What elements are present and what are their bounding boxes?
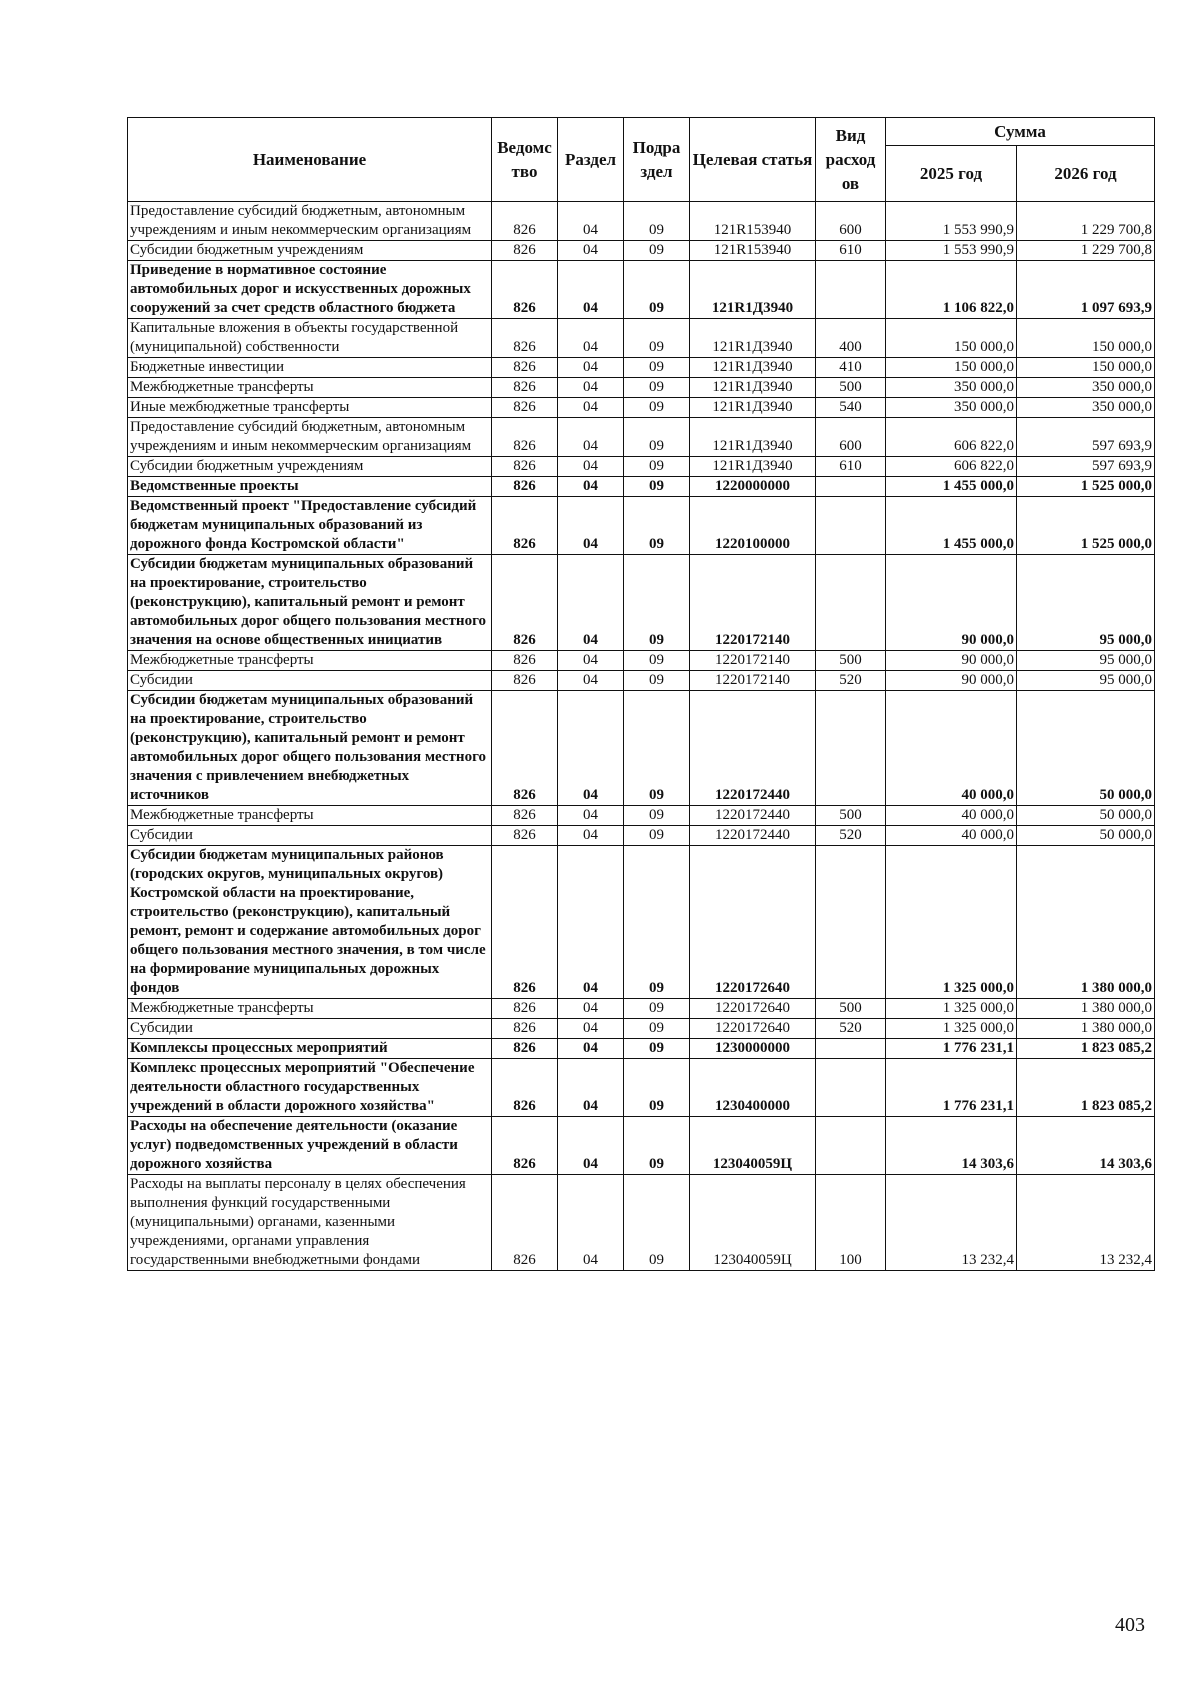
row-sum-2025: 150 000,0 (886, 319, 1017, 358)
row-subsection: 09 (624, 1059, 690, 1117)
table-row (128, 319, 1155, 358)
row-department: 826 (492, 1059, 558, 1117)
row-expense-type: 600 (816, 418, 886, 457)
row-name: Субсидии бюджетам муниципальных образований на проектирование, строительство (реконструкцию), капитальный ремонт и ремонт автомобильных дорог общего пользования местного значения с привлечением внебюджетных источников (128, 691, 492, 806)
table-row (128, 202, 1155, 241)
row-sum-2026: 1 525 000,0 (1017, 477, 1155, 497)
row-target: 1220172140 (690, 651, 816, 671)
row-subsection: 09 (624, 826, 690, 846)
row-subsection: 09 (624, 418, 690, 457)
row-sum-2025: 90 000,0 (886, 651, 1017, 671)
row-subsection: 09 (624, 1019, 690, 1039)
row-target: 121R1Д3940 (690, 457, 816, 477)
row-department: 826 (492, 398, 558, 418)
row-section: 04 (558, 826, 624, 846)
row-expense-type (816, 261, 886, 319)
row-sum-2025: 90 000,0 (886, 555, 1017, 651)
table-row (128, 671, 1155, 691)
row-section: 04 (558, 202, 624, 241)
row-sum-2026: 14 303,6 (1017, 1117, 1155, 1175)
row-subsection: 09 (624, 671, 690, 691)
row-section: 04 (558, 398, 624, 418)
row-expense-type: 500 (816, 378, 886, 398)
row-department: 826 (492, 457, 558, 477)
row-target: 1220172640 (690, 999, 816, 1019)
row-name: Межбюджетные трансферты (128, 999, 492, 1019)
row-subsection: 09 (624, 398, 690, 418)
row-section: 04 (558, 418, 624, 457)
row-sum-2026: 150 000,0 (1017, 319, 1155, 358)
row-sum-2026: 13 232,4 (1017, 1175, 1155, 1271)
header-subsection: Подра здел (624, 118, 690, 202)
table-row (128, 691, 1155, 806)
row-target: 121R1Д3940 (690, 358, 816, 378)
row-target: 1220000000 (690, 477, 816, 497)
row-department: 826 (492, 418, 558, 457)
table-row (128, 418, 1155, 457)
row-name: Предоставление субсидий бюджетным, автономным учреждениям и иным некоммерческим организациям (128, 202, 492, 241)
row-sum-2025: 90 000,0 (886, 671, 1017, 691)
row-expense-type (816, 1039, 886, 1059)
row-name: Субсидии бюджетным учреждениям (128, 241, 492, 261)
table-body (128, 202, 1155, 1271)
row-subsection: 09 (624, 241, 690, 261)
row-target: 123040059Ц (690, 1175, 816, 1271)
row-target: 121R1Д3940 (690, 261, 816, 319)
row-target: 121R1Д3940 (690, 319, 816, 358)
header-target: Целевая статья (690, 118, 816, 202)
row-target: 121R1Д3940 (690, 418, 816, 457)
row-name: Бюджетные инвестиции (128, 358, 492, 378)
row-sum-2026: 95 000,0 (1017, 651, 1155, 671)
row-subsection: 09 (624, 1117, 690, 1175)
row-sum-2025: 606 822,0 (886, 418, 1017, 457)
table-row (128, 651, 1155, 671)
row-section: 04 (558, 1019, 624, 1039)
row-sum-2026: 50 000,0 (1017, 826, 1155, 846)
row-subsection: 09 (624, 555, 690, 651)
row-department: 826 (492, 999, 558, 1019)
row-section: 04 (558, 651, 624, 671)
row-sum-2025: 1 455 000,0 (886, 497, 1017, 555)
page-number: 403 (1115, 1614, 1145, 1636)
table-row (128, 457, 1155, 477)
row-target: 1220172140 (690, 555, 816, 651)
row-subsection: 09 (624, 261, 690, 319)
row-name: Капитальные вложения в объекты государственной (муниципальной) собственности (128, 319, 492, 358)
row-target: 121R153940 (690, 241, 816, 261)
row-expense-type (816, 1059, 886, 1117)
table-row (128, 826, 1155, 846)
row-expense-type: 610 (816, 241, 886, 261)
row-expense-type: 500 (816, 806, 886, 826)
row-section: 04 (558, 1175, 624, 1271)
row-department: 826 (492, 497, 558, 555)
row-target: 1220172640 (690, 846, 816, 999)
row-expense-type (816, 497, 886, 555)
row-subsection: 09 (624, 999, 690, 1019)
row-sum-2026: 95 000,0 (1017, 671, 1155, 691)
row-sum-2025: 1 553 990,9 (886, 241, 1017, 261)
row-department: 826 (492, 846, 558, 999)
row-target: 1220172140 (690, 671, 816, 691)
row-name: Субсидии (128, 1019, 492, 1039)
row-department: 826 (492, 826, 558, 846)
row-expense-type: 500 (816, 651, 886, 671)
header-year-2025: 2025 год (886, 146, 1017, 202)
row-target: 1220172440 (690, 691, 816, 806)
row-name: Предоставление субсидий бюджетным, автономным учреждениям и иным некоммерческим организациям (128, 418, 492, 457)
row-subsection: 09 (624, 202, 690, 241)
row-name: Субсидии (128, 826, 492, 846)
row-sum-2026: 95 000,0 (1017, 555, 1155, 651)
table-row (128, 1059, 1155, 1117)
row-department: 826 (492, 1175, 558, 1271)
row-sum-2026: 1 525 000,0 (1017, 497, 1155, 555)
row-section: 04 (558, 1117, 624, 1175)
table-row (128, 999, 1155, 1019)
row-sum-2026: 50 000,0 (1017, 691, 1155, 806)
row-expense-type (816, 477, 886, 497)
table-row (128, 806, 1155, 826)
row-subsection: 09 (624, 1175, 690, 1271)
row-sum-2026: 1 229 700,8 (1017, 241, 1155, 261)
row-subsection: 09 (624, 457, 690, 477)
row-expense-type: 540 (816, 398, 886, 418)
header-year-2026: 2026 год (1017, 146, 1155, 202)
row-name: Комплекс процессных мероприятий "Обеспечение деятельности областного государственных учреждений в области дорожного хозяйства" (128, 1059, 492, 1117)
row-expense-type: 500 (816, 999, 886, 1019)
row-sum-2025: 350 000,0 (886, 378, 1017, 398)
row-section: 04 (558, 691, 624, 806)
row-section: 04 (558, 319, 624, 358)
row-name: Субсидии бюджетам муниципальных районов (городских округов, муниципальных округов) Костромской области на проектирование, строительство (реконструкцию), капитальный ремонт, ремонт и содержание автомобильных дорог общего пользования местного значения, в том числе на формирование муниципальных дорожных фондов (128, 846, 492, 999)
row-department: 826 (492, 691, 558, 806)
row-subsection: 09 (624, 358, 690, 378)
row-department: 826 (492, 1039, 558, 1059)
row-section: 04 (558, 497, 624, 555)
row-sum-2026: 350 000,0 (1017, 378, 1155, 398)
row-department: 826 (492, 555, 558, 651)
row-sum-2025: 350 000,0 (886, 398, 1017, 418)
row-expense-type (816, 555, 886, 651)
row-section: 04 (558, 261, 624, 319)
row-sum-2025: 14 303,6 (886, 1117, 1017, 1175)
table-row (128, 398, 1155, 418)
row-department: 826 (492, 358, 558, 378)
row-target: 1220172440 (690, 806, 816, 826)
row-subsection: 09 (624, 691, 690, 806)
row-expense-type: 410 (816, 358, 886, 378)
row-expense-type (816, 846, 886, 999)
row-name: Межбюджетные трансферты (128, 378, 492, 398)
table-row (128, 846, 1155, 999)
row-name: Субсидии (128, 671, 492, 691)
row-department: 826 (492, 671, 558, 691)
row-section: 04 (558, 378, 624, 398)
row-sum-2025: 1 776 231,1 (886, 1059, 1017, 1117)
row-expense-type: 600 (816, 202, 886, 241)
row-expense-type: 520 (816, 671, 886, 691)
row-section: 04 (558, 806, 624, 826)
table-row (128, 1039, 1155, 1059)
row-sum-2026: 1 380 000,0 (1017, 1019, 1155, 1039)
row-department: 826 (492, 1019, 558, 1039)
row-department: 826 (492, 806, 558, 826)
row-sum-2025: 40 000,0 (886, 826, 1017, 846)
row-department: 826 (492, 477, 558, 497)
row-sum-2026: 1 380 000,0 (1017, 999, 1155, 1019)
row-sum-2025: 150 000,0 (886, 358, 1017, 378)
row-section: 04 (558, 999, 624, 1019)
row-section: 04 (558, 1039, 624, 1059)
row-department: 826 (492, 202, 558, 241)
row-target: 123040059Ц (690, 1117, 816, 1175)
row-section: 04 (558, 555, 624, 651)
row-sum-2025: 1 776 231,1 (886, 1039, 1017, 1059)
row-sum-2026: 50 000,0 (1017, 806, 1155, 826)
row-sum-2025: 1 455 000,0 (886, 477, 1017, 497)
row-sum-2025: 606 822,0 (886, 457, 1017, 477)
row-section: 04 (558, 846, 624, 999)
row-sum-2025: 1 106 822,0 (886, 261, 1017, 319)
row-subsection: 09 (624, 378, 690, 398)
row-name: Ведомственные проекты (128, 477, 492, 497)
row-sum-2026: 1 097 693,9 (1017, 261, 1155, 319)
header-expense-type: Вид расход ов (816, 118, 886, 202)
row-expense-type: 100 (816, 1175, 886, 1271)
row-target: 121R1Д3940 (690, 398, 816, 418)
row-target: 1230400000 (690, 1059, 816, 1117)
row-department: 826 (492, 319, 558, 358)
header-sum: Сумма (886, 118, 1155, 146)
row-sum-2026: 1 229 700,8 (1017, 202, 1155, 241)
row-subsection: 09 (624, 1039, 690, 1059)
table-row (128, 555, 1155, 651)
row-target: 1230000000 (690, 1039, 816, 1059)
header-department: Ведомс тво (492, 118, 558, 202)
row-department: 826 (492, 378, 558, 398)
row-sum-2025: 40 000,0 (886, 691, 1017, 806)
budget-table (127, 117, 1155, 1271)
table-row (128, 358, 1155, 378)
row-name: Приведение в нормативное состояние автомобильных дорог и искусственных дорожных сооружений за счет средств областного бюджета (128, 261, 492, 319)
row-department: 826 (492, 651, 558, 671)
row-name: Межбюджетные трансферты (128, 806, 492, 826)
row-sum-2025: 13 232,4 (886, 1175, 1017, 1271)
row-name: Ведомственный проект "Предоставление субсидий бюджетам муниципальных образований из дорожного фонда Костромской области" (128, 497, 492, 555)
row-name: Расходы на обеспечение деятельности (оказание услуг) подведомственных учреждений в области дорожного хозяйства (128, 1117, 492, 1175)
table-row (128, 1175, 1155, 1271)
row-name: Субсидии бюджетам муниципальных образований на проектирование, строительство (реконструкцию), капитальный ремонт и ремонт автомобильных дорог общего пользования местного значения на основе общественных инициатив (128, 555, 492, 651)
row-department: 826 (492, 1117, 558, 1175)
row-sum-2026: 1 823 085,2 (1017, 1039, 1155, 1059)
row-expense-type (816, 1117, 886, 1175)
row-subsection: 09 (624, 319, 690, 358)
row-target: 1220172640 (690, 1019, 816, 1039)
row-name: Иные межбюджетные трансферты (128, 398, 492, 418)
table-row (128, 1117, 1155, 1175)
row-expense-type: 520 (816, 826, 886, 846)
row-section: 04 (558, 671, 624, 691)
row-subsection: 09 (624, 477, 690, 497)
row-sum-2026: 597 693,9 (1017, 418, 1155, 457)
header-name: Наименование (128, 118, 492, 202)
table-row (128, 261, 1155, 319)
row-expense-type (816, 691, 886, 806)
row-sum-2025: 1 553 990,9 (886, 202, 1017, 241)
table-row (128, 241, 1155, 261)
header-section: Раздел (558, 118, 624, 202)
row-target: 1220172440 (690, 826, 816, 846)
row-sum-2026: 1 380 000,0 (1017, 846, 1155, 999)
table-row (128, 1019, 1155, 1039)
row-section: 04 (558, 477, 624, 497)
row-target: 121R153940 (690, 202, 816, 241)
row-name: Межбюджетные трансферты (128, 651, 492, 671)
row-sum-2025: 1 325 000,0 (886, 1019, 1017, 1039)
row-section: 04 (558, 241, 624, 261)
table-row (128, 477, 1155, 497)
row-department: 826 (492, 261, 558, 319)
row-sum-2026: 1 823 085,2 (1017, 1059, 1155, 1117)
row-sum-2025: 40 000,0 (886, 806, 1017, 826)
row-sum-2025: 1 325 000,0 (886, 999, 1017, 1019)
table-row (128, 497, 1155, 555)
row-sum-2026: 597 693,9 (1017, 457, 1155, 477)
row-expense-type: 610 (816, 457, 886, 477)
table-row (128, 378, 1155, 398)
row-sum-2026: 350 000,0 (1017, 398, 1155, 418)
row-sum-2025: 1 325 000,0 (886, 846, 1017, 999)
row-subsection: 09 (624, 846, 690, 999)
row-target: 1220100000 (690, 497, 816, 555)
row-section: 04 (558, 457, 624, 477)
row-expense-type: 400 (816, 319, 886, 358)
row-section: 04 (558, 1059, 624, 1117)
row-expense-type: 520 (816, 1019, 886, 1039)
row-subsection: 09 (624, 497, 690, 555)
row-name: Субсидии бюджетным учреждениям (128, 457, 492, 477)
row-department: 826 (492, 241, 558, 261)
row-sum-2026: 150 000,0 (1017, 358, 1155, 378)
row-name: Расходы на выплаты персоналу в целях обеспечения выполнения функций государственными (муниципальными) органами, казенными учреждениями, органами управления государственными внебюджетными фондами (128, 1175, 492, 1271)
table-header (128, 118, 1155, 202)
row-subsection: 09 (624, 651, 690, 671)
row-name: Комплексы процессных мероприятий (128, 1039, 492, 1059)
row-target: 121R1Д3940 (690, 378, 816, 398)
row-section: 04 (558, 358, 624, 378)
row-subsection: 09 (624, 806, 690, 826)
